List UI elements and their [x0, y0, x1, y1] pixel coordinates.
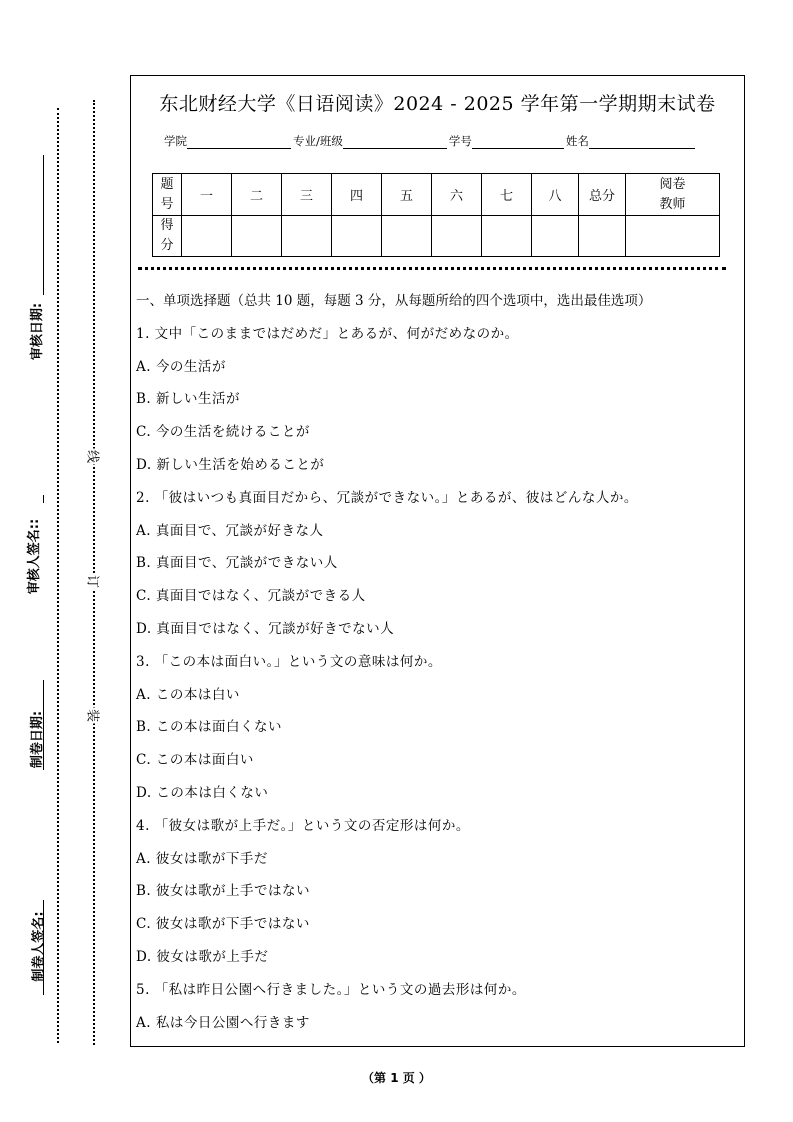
col-5: 五 [382, 174, 432, 216]
option-1a[interactable]: A. 今の生活が [136, 358, 226, 375]
seal-line-char: 线 [85, 449, 104, 465]
score-cell[interactable] [382, 216, 432, 257]
option-3c[interactable]: C. この本は面白い [136, 752, 254, 769]
option-1c[interactable]: C. 今の生活を続けることが [136, 424, 310, 441]
option-1b[interactable]: B. 新しい生活が [136, 391, 241, 408]
outer-dotted-line [57, 108, 59, 1043]
option-2d[interactable]: D. 真面目ではなく、冗談が好きでない人 [136, 620, 395, 637]
question-5: 5. 「私は昨日公園へ行きました。」という文の過去形は何か。 [136, 981, 526, 998]
major-label: 专业/班级 [293, 134, 343, 148]
score-cell[interactable] [579, 216, 626, 257]
col-total: 总分 [579, 174, 626, 216]
question-area [136, 291, 741, 1045]
score-table [152, 173, 720, 257]
option-2b[interactable]: B. 真面目で、冗談ができない人 [136, 555, 338, 572]
question-1: 1. 文中「このままではだめだ」とあるが、何がだめなのか。 [136, 325, 519, 342]
option-4a[interactable]: A. 彼女は歌が下手だ [136, 850, 268, 867]
option-2a[interactable]: A. 真面目で、冗談が好きな人 [136, 522, 324, 539]
major-blank[interactable] [343, 136, 447, 149]
question-3: 3. 「この本は面白い。」という文の意味は何か。 [136, 653, 442, 670]
student-id-blank[interactable] [472, 136, 564, 149]
option-4d[interactable]: D. 彼女は歌が上手だ [136, 948, 269, 965]
score-cell[interactable] [232, 216, 282, 257]
option-3d[interactable]: D. この本は白くない [136, 784, 269, 801]
col-7: 七 [482, 174, 532, 216]
inner-dotted-line [93, 100, 95, 1045]
col-3: 三 [282, 174, 332, 216]
score-table-score-row [153, 216, 720, 257]
score-cell[interactable] [626, 216, 720, 257]
score-table-header-row [153, 174, 720, 216]
score-cell[interactable] [332, 216, 382, 257]
seal-install-char: 装 [85, 708, 104, 724]
college-label: 学院 [164, 134, 187, 148]
score-cell[interactable] [182, 216, 232, 257]
student-id-label: 学号 [448, 134, 472, 148]
col-reviewer: 阅卷 教师 [626, 174, 720, 216]
score-cell[interactable] [482, 216, 532, 257]
col-1: 一 [182, 174, 232, 216]
student-info-row [164, 133, 697, 149]
section-heading: 一、单项选择题（总共 10 题，每题 3 分，从每题所给的四个选项中，选出最佳选项） [136, 293, 652, 309]
col-2: 二 [232, 174, 282, 216]
option-5a[interactable]: A. 私は今日公園へ行きます [136, 1014, 310, 1031]
option-4b[interactable]: B. 彼女は歌が上手ではない [136, 883, 311, 900]
reviewer-blank-line [43, 495, 44, 503]
col-4: 四 [332, 174, 382, 216]
exam-frame [130, 75, 745, 1047]
col-6: 六 [432, 174, 482, 216]
signer-label: 制卷人签名: [31, 911, 47, 982]
exam-title: 东北财经大学《日语阅读》2024 - 2025 学年第一学期期末试卷 [159, 93, 716, 115]
question-2: 2. 「彼はいつも真面目だから、冗談ができない。」とあるが、彼はどんな人か。 [136, 489, 638, 506]
score-cell[interactable] [282, 216, 332, 257]
seal-bind-char: 订 [85, 574, 104, 590]
option-3a[interactable]: A. この本は白い [136, 686, 240, 703]
score-header: 得 分 [153, 216, 182, 257]
review-date-blank-line [43, 155, 44, 295]
page-number: （第 1 页 ） [362, 1071, 431, 1085]
reviewer-label: 审核人签名:: [27, 518, 43, 595]
name-blank[interactable] [589, 136, 695, 149]
option-1d[interactable]: D. 新しい生活を始めることが [136, 456, 325, 473]
college-blank[interactable] [187, 136, 291, 149]
review-date-label: 审核日期: [30, 302, 46, 361]
score-cell[interactable] [532, 216, 579, 257]
option-2c[interactable]: C. 真面目ではなく、冗談ができる人 [136, 588, 366, 605]
score-cell[interactable] [432, 216, 482, 257]
name-label: 姓名 [565, 134, 589, 148]
question-4: 4. 「彼女は歌が上手だ。」という文の否定形は何か。 [136, 817, 470, 834]
option-3b[interactable]: B. この本は面白くない [136, 719, 283, 736]
make-date-label: 制卷日期: [30, 710, 46, 769]
option-4c[interactable]: C. 彼女は歌が下手ではない [136, 916, 310, 933]
col-8: 八 [532, 174, 579, 216]
dotted-separator [138, 267, 726, 270]
question-number-header: 题 号 [153, 174, 182, 216]
